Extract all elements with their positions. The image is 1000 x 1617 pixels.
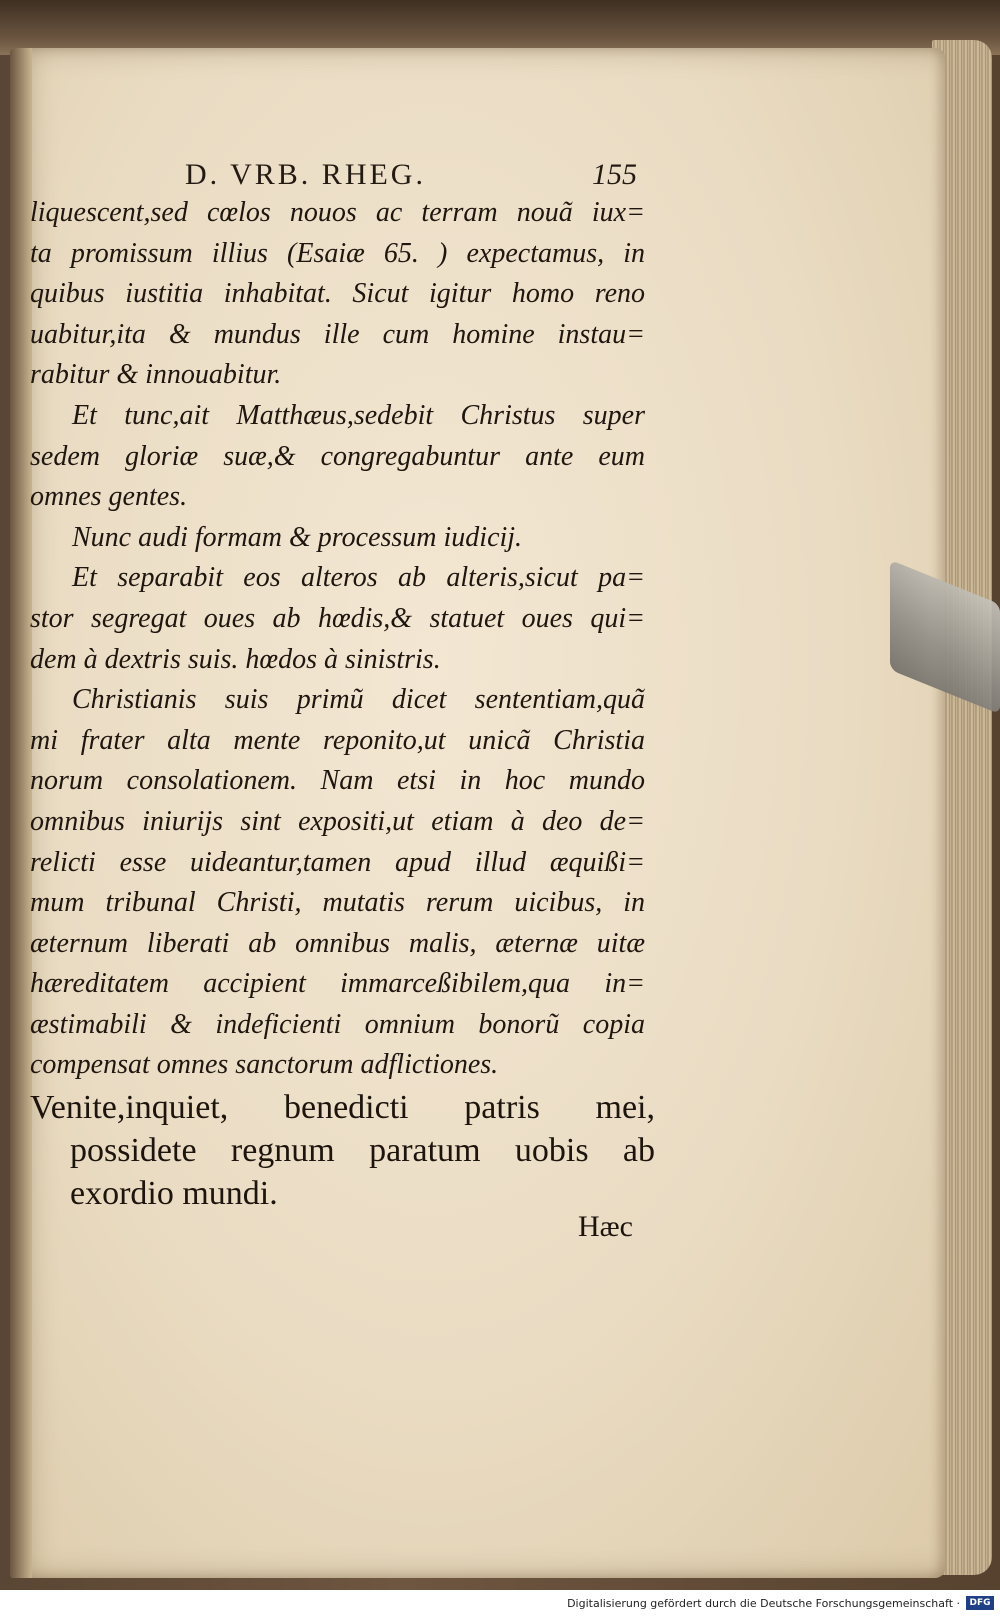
text-line: ta promissum illius (Esaiæ 65. ) expectamus, in (30, 237, 645, 269)
text-line: Et tunc,ait Matthæus,sedebit Christus super (72, 399, 645, 431)
text-line: mi frater alta mente reponito,ut unicã Christia (30, 724, 645, 756)
page-number: 155 (592, 158, 637, 191)
roman-text-block (30, 1086, 655, 1215)
text-line: Et separabit eos alteros ab alteris,sicut pa= (72, 562, 645, 594)
text-line: mum tribunal Christi, mutatis rerum uicibus, in (30, 887, 645, 919)
text-line: exordio mundi. (70, 1175, 278, 1212)
running-head: D. VRB. RHEG. (185, 158, 426, 191)
text-line: æstimabili & indeficienti omnium bonorũ copia (30, 1008, 645, 1040)
text-line: hæreditatem accipient immarceßibilem,qua in= (30, 968, 645, 1000)
text-line: relicti esse uideantur,tamen apud illud æquißi= (30, 846, 645, 878)
text-line: omnes gentes. (30, 481, 188, 513)
text-line: rabitur & innouabitur. (30, 359, 282, 391)
text-line: possidete regnum paratum uobis ab (70, 1132, 655, 1169)
dfg-logo: DFG (966, 1596, 994, 1610)
funding-credit: Digitalisierung gefördert durch die Deutsche Forschungsgemeinschaft · (567, 1597, 960, 1610)
text-line: quibus iustitia inhabitat. Sicut igitur homo reno (30, 278, 645, 310)
text-line: uabitur,ita & mundus ille cum homine instau= (30, 318, 645, 350)
page-gutter (10, 48, 32, 1578)
text-line: Venite,inquiet, benedicti patris mei, (30, 1089, 655, 1126)
text-line: Nunc audi formam & processum iudicij. (72, 521, 523, 553)
italic-text-block (30, 193, 645, 1086)
text-line: liquescent,sed cœlos nouos ac terram nouã iux= (30, 197, 645, 228)
text-line: norum consolationem. Nam etsi in hoc mundo (30, 765, 645, 797)
book-cover-edge (0, 0, 1000, 55)
text-line: dem à dextris suis. hœdos à sinistris. (30, 643, 441, 675)
text-line: stor segregat oues ab hœdis,& statuet oues qui= (30, 602, 645, 634)
text-line: æternum liberati ab omnibus malis, æternæ uitæ (30, 927, 645, 959)
catchword: Hæc (578, 1210, 633, 1243)
text-line: compensat omnes sanctorum adflictiones. (30, 1049, 499, 1081)
footer-bar (0, 1590, 1000, 1617)
text-line: sedem gloriæ suæ,& congregabuntur ante eum (30, 440, 645, 472)
text-line: Christianis suis primũ dicet sententiam,quã (72, 684, 645, 716)
text-line: omnibus iniurijs sint expositi,ut etiam à deo de= (30, 805, 645, 837)
